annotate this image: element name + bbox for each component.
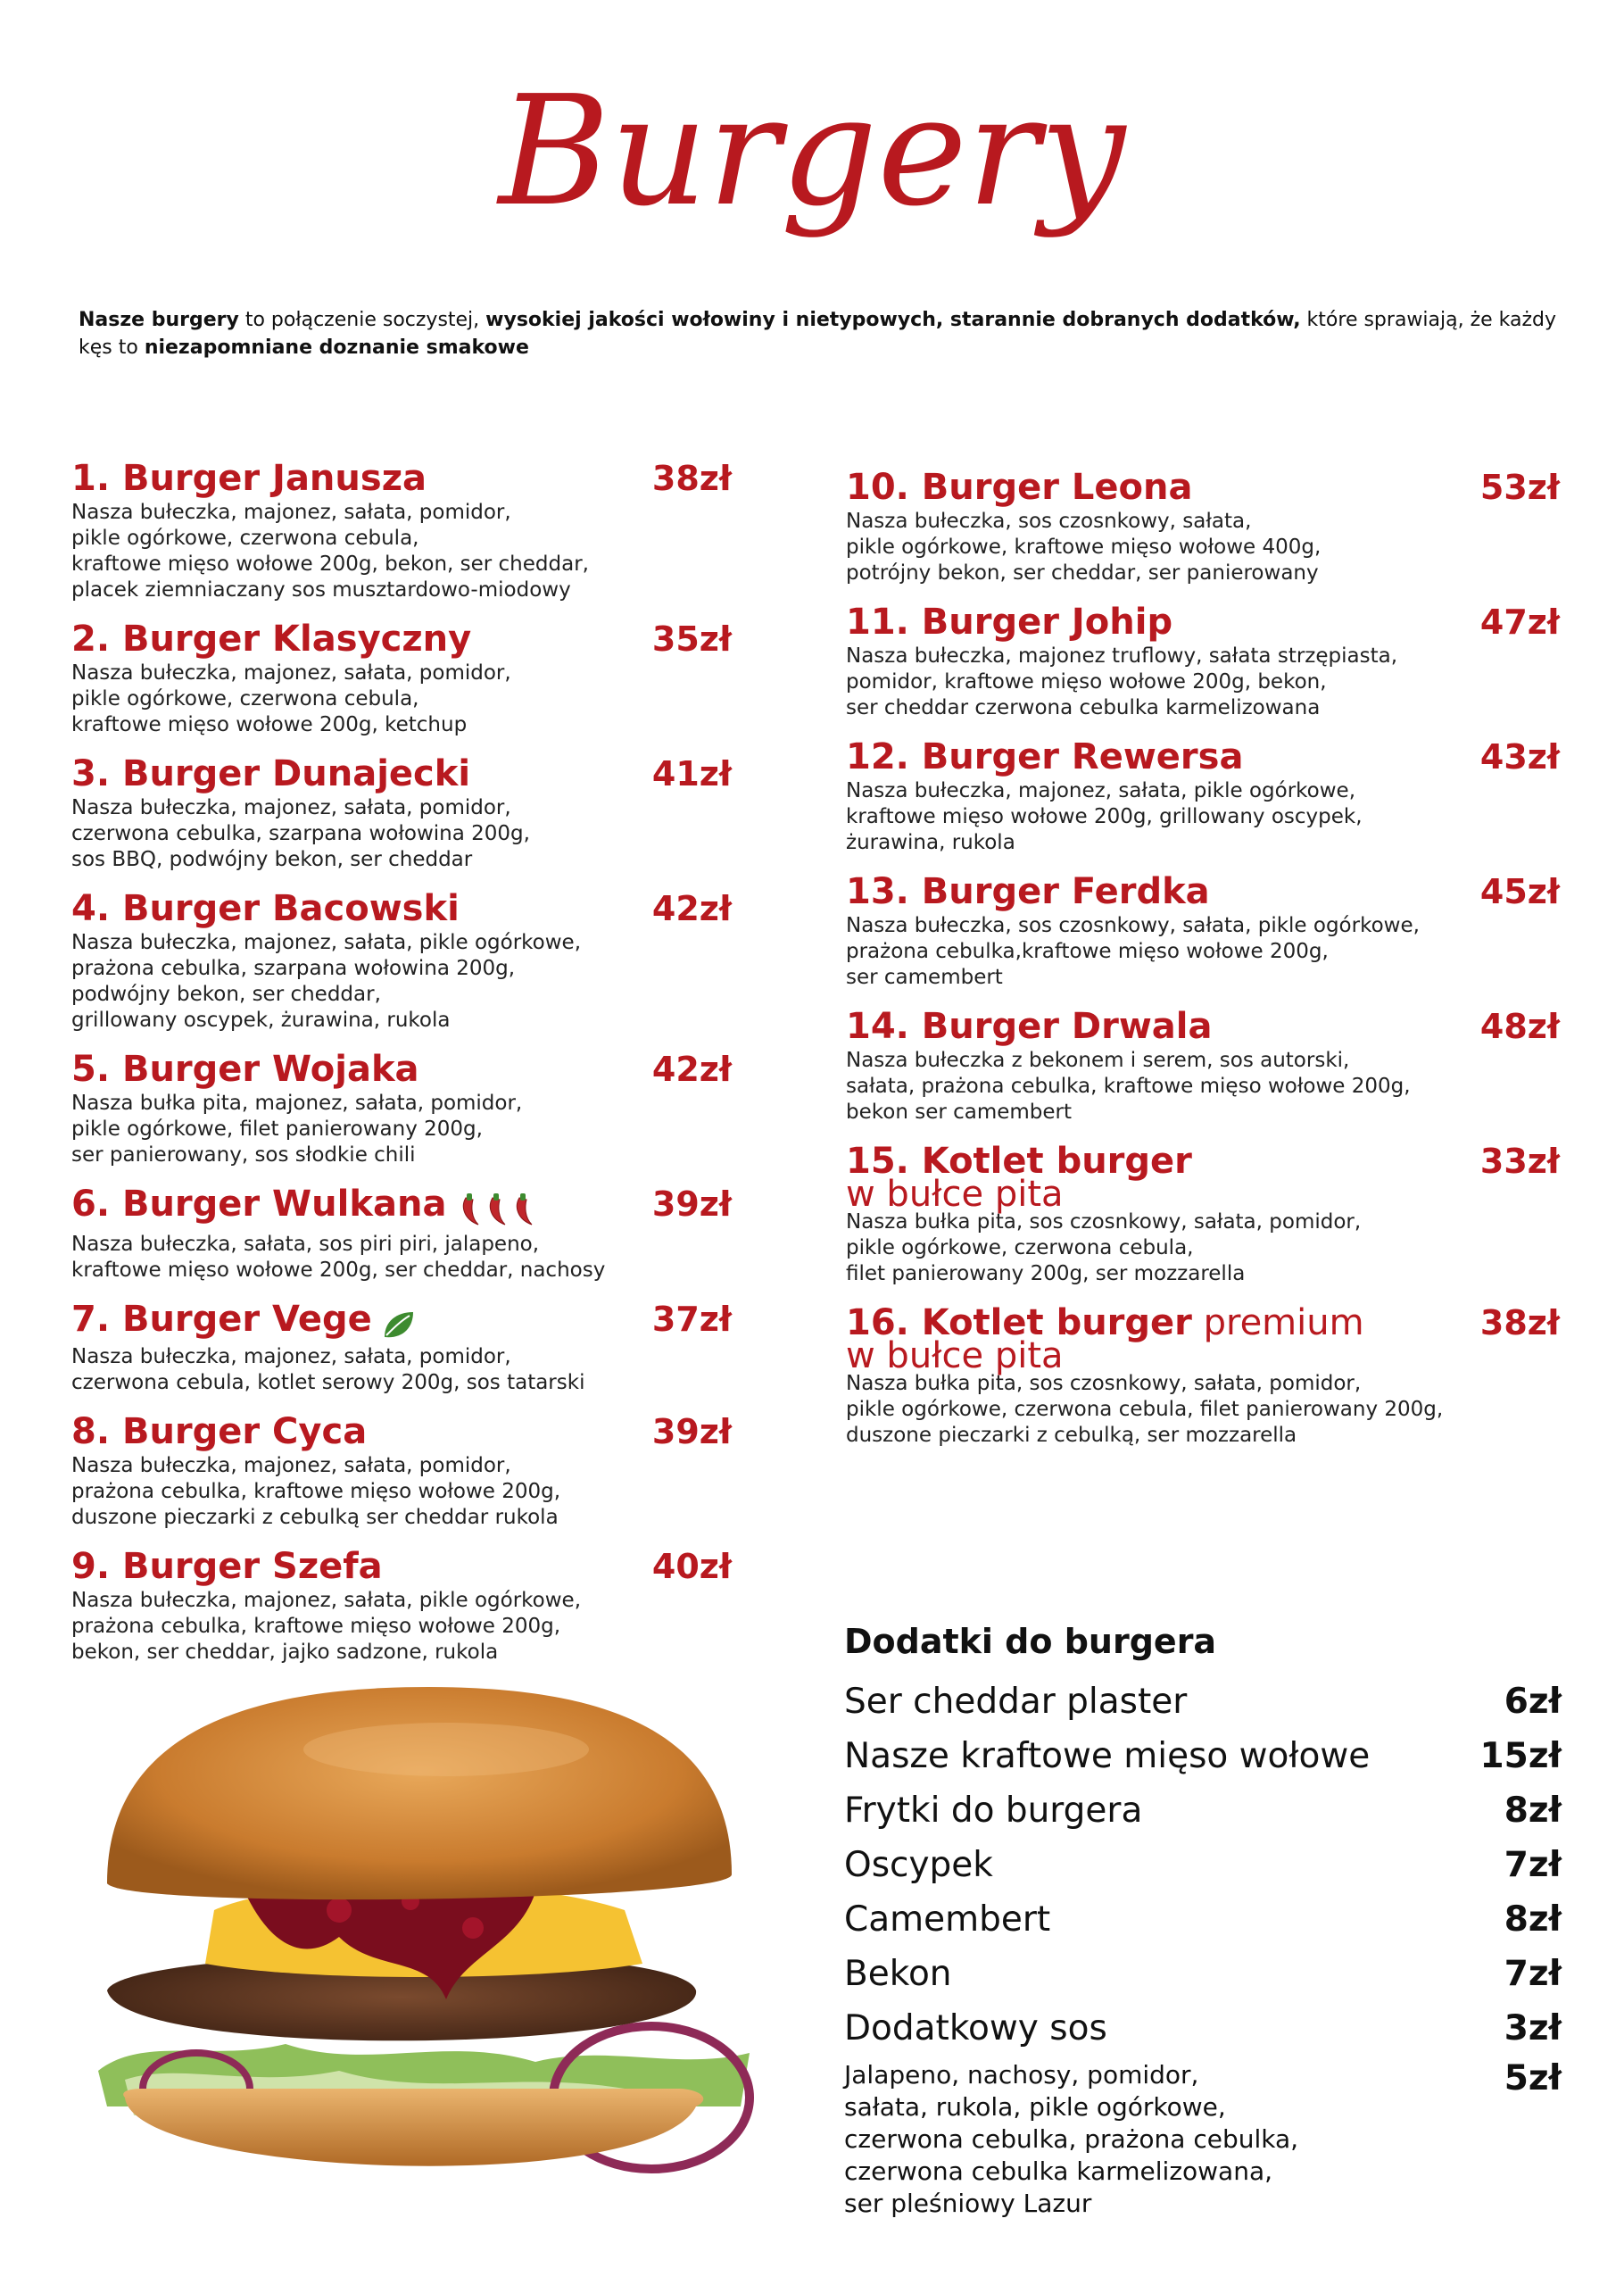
- item-price: 53zł: [1479, 468, 1560, 507]
- menu-item: [71, 457, 732, 603]
- addon-price: 8zł: [1504, 1791, 1562, 1831]
- menu-item: [846, 1301, 1560, 1449]
- item-name: 9. Burger Szefa: [71, 1546, 383, 1587]
- menu-item: [71, 887, 732, 1034]
- item-description: Nasza bułeczka, majonez, sałata, pomidor, czerwona cebula, kotlet serowy 200g, sos tatarski: [71, 1345, 585, 1394]
- page-title: Burgery: [498, 63, 1126, 240]
- item-name: 4. Burger Bacowski: [71, 888, 460, 929]
- item-name: 8. Burger Cyca: [71, 1411, 368, 1452]
- item-price: 35zł: [651, 619, 732, 659]
- intro-text: Nasze burgery to połączenie soczystej, wysokiej jakości wołowiny i nietypowych, starannie dobranych dodatków, które sprawiają, że każdy kęs to niezapomniane doznanie smakowe: [79, 309, 1557, 359]
- menu-item: [71, 752, 732, 873]
- addon-price: 7zł: [1504, 1954, 1562, 1994]
- item-price: 48zł: [1479, 1007, 1560, 1046]
- addon-row: [844, 1783, 1562, 1838]
- addon-row: [844, 1892, 1562, 1947]
- item-price: 38zł: [1479, 1303, 1560, 1342]
- item-name: 14. Burger Drwala: [846, 1006, 1213, 1047]
- item-description: Nasza bułeczka, majonez, sałata, pomidor, pikle ogórkowe, czerwona cebula, kraftowe mięso wołowe 200g, ketchup: [71, 661, 511, 736]
- addon-name: Dodatkowy sos: [844, 2008, 1107, 2048]
- item-description: Nasza bułeczka, sałata, sos piri piri, jalapeno, kraftowe mięso wołowe 200g, ser cheddar, nachosy: [71, 1232, 606, 1282]
- addon-price: 3zł: [1504, 2008, 1562, 2048]
- addons-title: Dodatki do burgera: [844, 1622, 1217, 1661]
- menu-item: [71, 1298, 732, 1397]
- addon-name: Bekon: [844, 1954, 952, 1994]
- addon-row: [844, 1674, 1562, 1729]
- item-price: 42zł: [651, 889, 732, 928]
- menu-item: [846, 1140, 1560, 1287]
- addon-name: Ser cheddar plaster: [844, 1682, 1188, 1722]
- menu-item: [71, 618, 732, 738]
- item-price: 40zł: [651, 1547, 732, 1586]
- item-price: 33zł: [1479, 1142, 1560, 1181]
- item-price: 47zł: [1479, 602, 1560, 642]
- item-name: 10. Burger Leona: [846, 467, 1193, 508]
- addon-extra-row: [844, 2059, 1562, 2220]
- addon-name: Oscypek: [844, 1845, 993, 1885]
- menu-item: [846, 601, 1560, 721]
- item-description: Nasza bułeczka, majonez, sałata, pikle ogórkowe, prażona cebulka, kraftowe mięso wołowe 200g, bekon, ser cheddar, jajko sadzone, rukola: [71, 1589, 582, 1664]
- addon-row: [844, 2001, 1562, 2056]
- item-description: Nasza bułeczka, majonez, sałata, pomidor, pikle ogórkowe, czerwona cebula, kraftowe mięso wołowe 200g, bekon, ser cheddar, placek ziemniaczany sos musztardowo-miodowy: [71, 501, 589, 602]
- item-price: 37zł: [651, 1299, 732, 1339]
- item-price: 41zł: [651, 754, 732, 794]
- item-description: Nasza bułeczka, majonez, sałata, pikle ogórkowe, kraftowe mięso wołowe 200g, grillowany oscypek, żurawina, rukola: [846, 779, 1363, 854]
- item-description: Nasza bułka pita, sos czosnkowy, sałata, pomidor, pikle ogórkowe, czerwona cebula, filet panierowany 200g, duszone pieczarki z cebulką, ser mozzarella: [846, 1372, 1444, 1447]
- item-subtitle: w bułce pita: [846, 1335, 1064, 1376]
- burger-image: [71, 1678, 785, 2208]
- menu-item: [71, 1048, 732, 1168]
- addon-price: 15zł: [1479, 1736, 1562, 1776]
- item-name: 11. Burger Johip: [846, 602, 1173, 643]
- item-description: Nasza bułka pita, majonez, sałata, pomidor, pikle ogórkowe, filet panierowany 200g, ser panierowany, sos słodkie chili: [71, 1092, 523, 1167]
- addon-price: 8zł: [1504, 1899, 1562, 1940]
- addon-price: 5zł: [1504, 2058, 1562, 2098]
- addon-name: Camembert: [844, 1899, 1051, 1940]
- item-price: 39zł: [651, 1412, 732, 1451]
- item-description: Nasza bułeczka, majonez, sałata, pikle ogórkowe, prażona cebulka, szarpana wołowina 200g, podwójny bekon, ser cheddar, grillowany oscypek, żurawina, rukola: [71, 931, 582, 1032]
- item-description: Nasza bułeczka, sos czosnkowy, sałata, pikle ogórkowe, prażona cebulka,kraftowe mięso wołowe 200g, ser camembert: [846, 914, 1420, 989]
- item-description: Nasza bułka pita, sos czosnkowy, sałata, pomidor, pikle ogórkowe, czerwona cebula, filet panierowany 200g, ser mozzarella: [846, 1210, 1362, 1285]
- item-name: 16. Kotlet burger premium: [846, 1302, 1364, 1343]
- item-description: Nasza bułeczka z bekonem i serem, sos autorski, sałata, prażona cebulka, kraftowe mięso wołowe 200g, bekon ser camembert: [846, 1049, 1411, 1124]
- addon-row: [844, 1729, 1562, 1783]
- addons-section: [844, 1617, 1562, 2220]
- menu-left-column: [71, 457, 732, 1680]
- item-name: 1. Burger Janusza: [71, 458, 427, 499]
- addon-name: Frytki do burgera: [844, 1791, 1143, 1831]
- leaf-icon: [381, 1309, 417, 1344]
- menu-item: [71, 1410, 732, 1531]
- addon-row: [844, 1947, 1562, 2001]
- menu-item: [846, 1005, 1560, 1126]
- addon-price: 6zł: [1504, 1682, 1562, 1722]
- item-price: 39zł: [651, 1184, 732, 1224]
- item-subtitle: w bułce pita: [846, 1174, 1064, 1215]
- item-name: 13. Burger Ferdka: [846, 871, 1210, 912]
- menu-item: [71, 1183, 732, 1284]
- item-description: Nasza bułeczka, majonez truflowy, sałata strzępiasta, pomidor, kraftowe mięso wołowe 200g, bekon, ser cheddar czerwona cebulka karmelizowana: [846, 644, 1398, 719]
- item-description: Nasza bułeczka, majonez, sałata, pomidor, czerwona cebulka, szarpana wołowina 200g, sos BBQ, podwójny bekon, ser cheddar: [71, 796, 530, 871]
- item-name: 7. Burger Vege: [71, 1298, 372, 1340]
- addon-extra-name: Jalapeno, nachosy, pomidor, sałata, rukola, pikle ogórkowe, czerwona cebulka, prażona cebulka, czerwona cebulka karmelizowana, ser pleśniowy Lazur: [844, 2060, 1299, 2218]
- item-price: 45zł: [1479, 872, 1560, 911]
- menu-item: [846, 466, 1560, 586]
- menu-item: [846, 870, 1560, 991]
- item-price: 42zł: [651, 1050, 732, 1089]
- item-name: 3. Burger Dunajecki: [71, 753, 471, 794]
- item-description: Nasza bułeczka, majonez, sałata, pomidor, prażona cebulka, kraftowe mięso wołowe 200g, duszone pieczarki z cebulką ser cheddar rukola: [71, 1454, 561, 1529]
- item-name-suffix: premium: [1191, 1302, 1364, 1343]
- addon-price: 7zł: [1504, 1845, 1562, 1885]
- item-price: 38zł: [651, 459, 732, 498]
- item-name: 5. Burger Wojaka: [71, 1049, 419, 1090]
- item-price: 43zł: [1479, 737, 1560, 777]
- item-name: 12. Burger Rewersa: [846, 736, 1244, 777]
- chili-peppers-icon: [459, 1192, 544, 1232]
- item-name: 15. Kotlet burger: [846, 1141, 1192, 1182]
- addon-row: [844, 1838, 1562, 1892]
- menu-right-column: [846, 466, 1560, 1463]
- menu-item: [71, 1545, 732, 1666]
- item-name: 6. Burger Wulkana: [71, 1184, 447, 1225]
- addon-name: Nasze kraftowe mięso wołowe: [844, 1736, 1371, 1776]
- menu-item: [846, 735, 1560, 856]
- item-name: 2. Burger Klasyczny: [71, 619, 472, 660]
- item-description: Nasza bułeczka, sos czosnkowy, sałata, pikle ogórkowe, kraftowe mięso wołowe 400g, potrójny bekon, ser cheddar, ser panierowany: [846, 510, 1322, 585]
